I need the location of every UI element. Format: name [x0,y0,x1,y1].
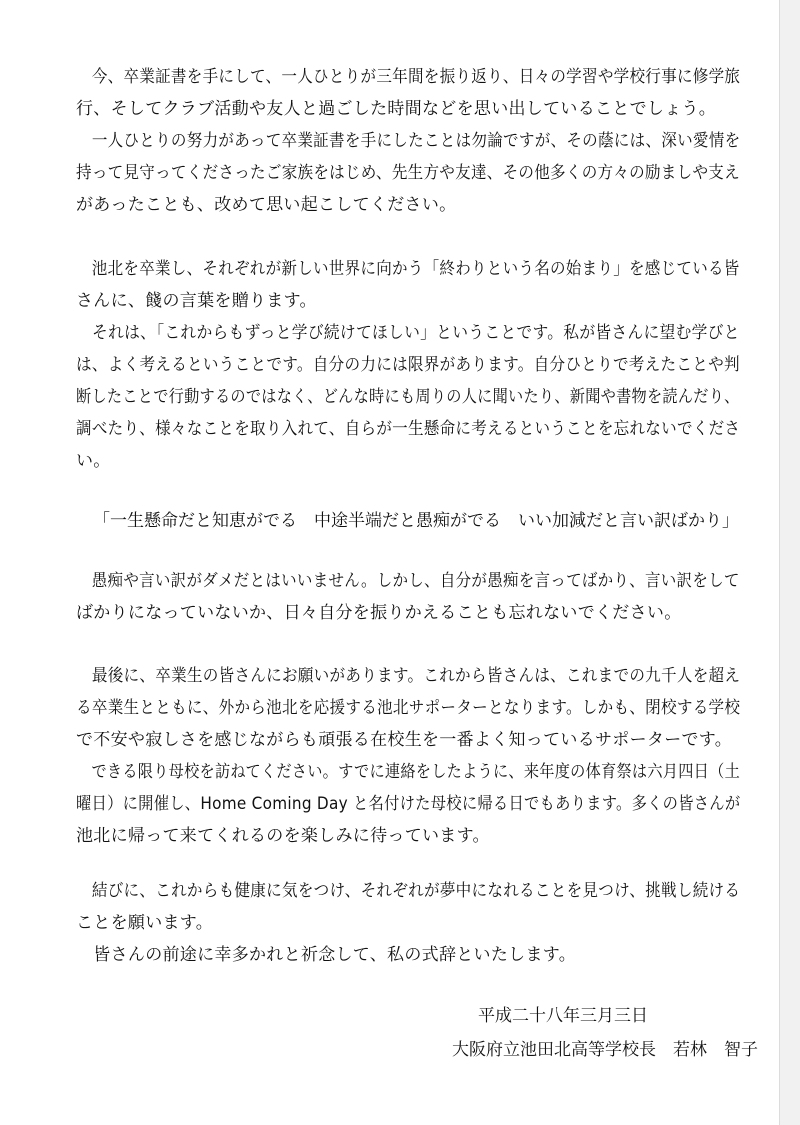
signature-date: 平成二十八年三月三日 [478,1006,648,1026]
body-text-line: 行、そしてクラブ活動や友人と過ごした時間などを思い出していることでしょう。 [76,99,717,119]
body-text-line: る卒業生とともに、外から池北を応援する池北サポーターとなります。しかも、閉校する学校 [76,698,741,718]
body-text-line: できる限り母校を訪ねてください。すでに連絡をしたように、来年度の体育祭は六月四日（土 [76,762,741,782]
body-text-line: さんに、餞の言葉を贈ります。 [76,291,317,311]
body-text-line: 池北に帰って来てくれるのを楽しみに待っています。 [76,826,490,846]
signature-author: 大阪府立池田北高等学校長 若林 智子 [452,1040,758,1060]
body-text-line: それは、「これからもずっと学び続けてほしい」ということです。私が皆さんに望む学びと [76,323,740,343]
body-text-line: 今、卒業証書を手にして、一人ひとりが三年間を振り返り、日々の学習や学校行事に修学旅 [76,67,741,87]
body-text-line: 結びに、これからも健康に気をつけ、それぞれが夢中になれることを見つけ、挑戦し続ける [76,881,741,901]
body-text-line: は、よく考えるということです。自分の力には限界があります。自分ひとりで考えたことや判 [76,355,740,375]
body-text-line: 皆さんの前途に幸多かれと祈念して、私の式辞といたします。 [76,945,576,965]
body-text-line: があったことも、改めて思い起こしてください。 [76,195,457,215]
body-text-line: 曜日）に開催し、Home Coming Day と名付けた母校に帰る日でもあります。多くの皆さんが [76,794,741,814]
body-text-line: 一人ひとりの努力があって卒業証書を手にしたことは勿論ですが、その蔭には、深い愛情を [76,131,741,151]
body-text-line: ばかりになっていないか、日々自分を振りかえることも忘れないでください。 [76,603,682,623]
body-text-line: 池北を卒業し、それぞれが新しい世界に向かう「終わりという名の始まり」を感じている皆 [76,259,740,279]
body-text-line: 最後に、卒業生の皆さんにお願いがあります。これから皆さんは、これまでの九千人を超え [76,666,741,686]
body-text-line: 持って見守ってくださったご家族をはじめ、先生方や友達、その他多くの方々の励ましや支え [76,163,740,183]
body-text-line: い。 [76,451,111,471]
body-text-line: で不安や寂しさを感じながらも頑張る在校生を一番よく知っているサポーターです。 [76,730,733,750]
body-text-line: 調べたり、様々なことを取り入れて、自らが一生懸命に考えるということを忘れないでくださ [76,419,741,439]
body-text-line: 愚痴や言い訳がダメだとはいいません。しかし、自分が愚痴を言ってばかり、言い訳をして [76,571,740,591]
body-text-line: ことを願います。 [76,913,214,933]
body-text-line: 断したことで行動するのではなく、どんな時にも周りの人に聞いたり、新聞や書物を読んだり、 [76,387,740,407]
scrollbar[interactable] [779,0,800,1125]
quote-text: 「一生懸命だと知恵がでる 中途半端だと愚痴がでる いい加減だと言い訳ばかり」 [93,511,739,531]
